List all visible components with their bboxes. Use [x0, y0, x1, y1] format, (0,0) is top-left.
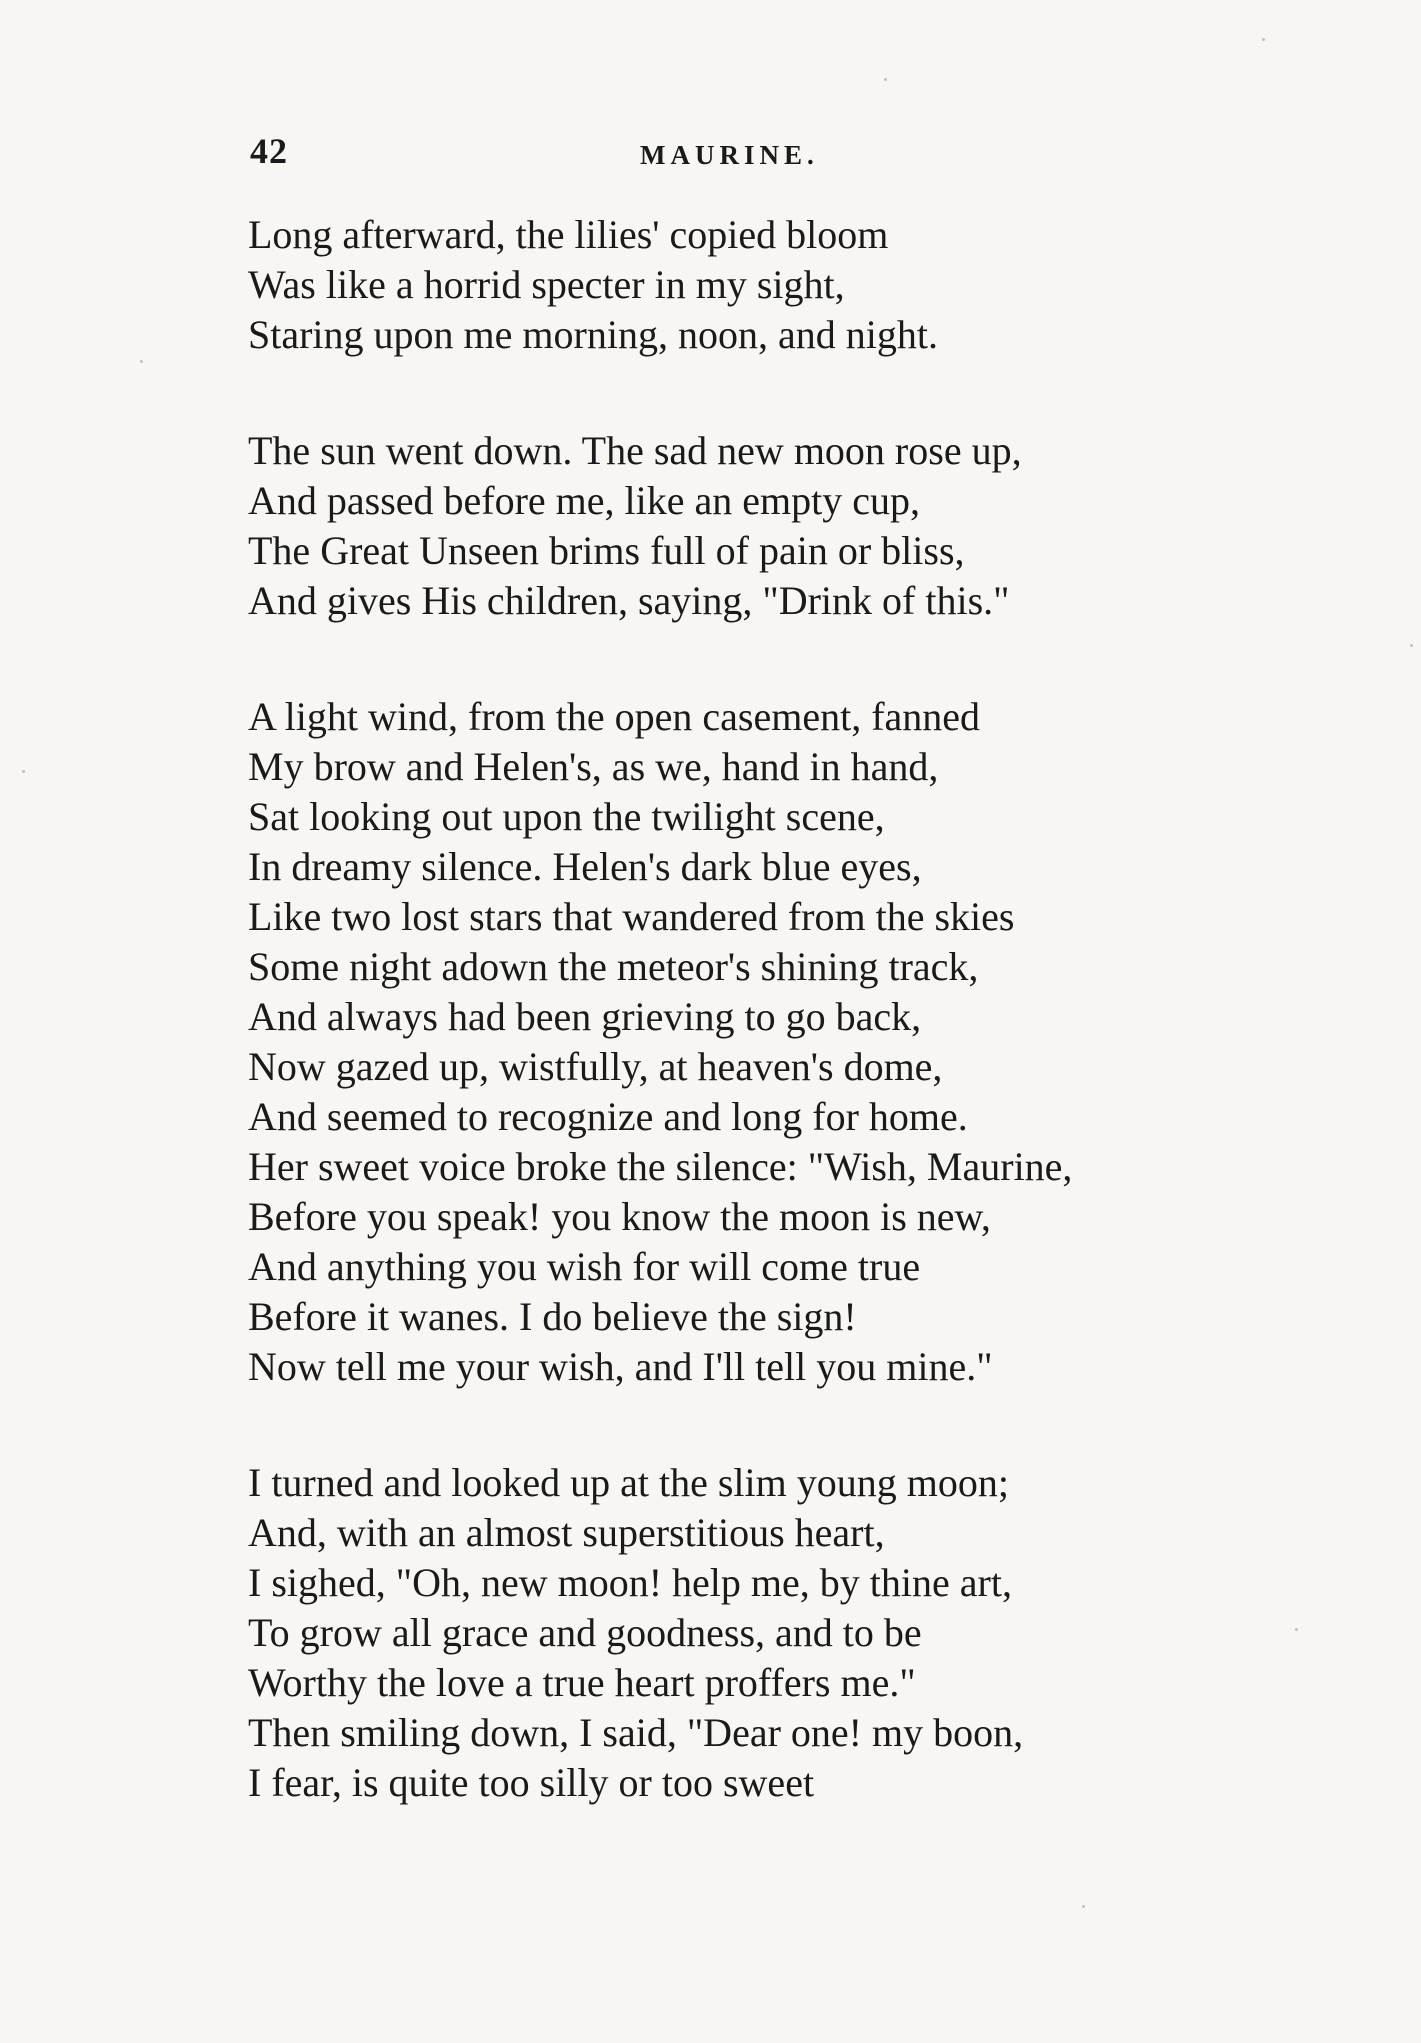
poem-line: Was like a horrid specter in my sight,	[248, 262, 845, 307]
poem-line: Now tell me your wish, and I'll tell you mine."	[248, 1344, 993, 1389]
poem-line: I fear, is quite too silly or too sweet	[248, 1760, 815, 1805]
poem-body	[248, 210, 1248, 1808]
stanza-4	[248, 1458, 1248, 1808]
poem-line: And anything you wish for will come true	[248, 1244, 921, 1289]
poem-line: Worthy the love a true heart proffers me."	[248, 1660, 916, 1705]
poem-line: Then smiling down, I said, "Dear one! my boon,	[248, 1710, 1024, 1755]
stanza-3	[248, 692, 1248, 1392]
poem-line: To grow all grace and goodness, and to be	[248, 1610, 922, 1655]
poem-line: Now gazed up, wistfully, at heaven's dome,	[248, 1044, 943, 1089]
poem-line: My brow and Helen's, as we, hand in hand,	[248, 744, 939, 789]
poem-line: A light wind, from the open casement, fanned	[248, 694, 981, 739]
poem-line: And seemed to recognize and long for home.	[248, 1094, 968, 1139]
poem-line: Staring upon me morning, noon, and night.	[248, 312, 938, 357]
poem-line: I turned and looked up at the slim young moon;	[248, 1460, 1009, 1505]
running-title: MAURINE.	[640, 140, 819, 170]
poem-line: Like two lost stars that wandered from the skies	[248, 894, 1015, 939]
poem-line: Her sweet voice broke the silence: "Wish, Maurine,	[248, 1144, 1073, 1189]
paper-speck	[140, 360, 143, 363]
paper-speck	[1262, 38, 1265, 41]
poem-line: Long afterward, the lilies' copied bloom	[248, 212, 889, 257]
paper-speck	[884, 78, 887, 81]
poem-line: I sighed, "Oh, new moon! help me, by thine art,	[248, 1560, 1012, 1605]
poem-line: Before it wanes. I do believe the sign!	[248, 1294, 857, 1339]
poem-line: Before you speak! you know the moon is new,	[248, 1194, 991, 1239]
poem-line: The Great Unseen brims full of pain or bliss,	[248, 528, 965, 573]
poem-line: Sat looking out upon the twilight scene,	[248, 794, 885, 839]
poem-line: And gives His children, saying, "Drink of this."	[248, 578, 1010, 623]
poem-line: Some night adown the meteor's shining track,	[248, 944, 979, 989]
paper-speck	[1295, 1628, 1298, 1631]
page-header	[250, 130, 870, 180]
paper-speck	[22, 770, 25, 773]
poem-line: In dreamy silence. Helen's dark blue eyes,	[248, 844, 922, 889]
paper-speck	[1082, 1905, 1085, 1908]
stanza-1	[248, 210, 1248, 360]
poem-line: And, with an almost superstitious heart,	[248, 1510, 885, 1555]
paper-speck	[1410, 644, 1413, 647]
poem-line: The sun went down. The sad new moon rose up,	[248, 428, 1022, 473]
page-number: 42	[250, 131, 288, 171]
poem-line: And passed before me, like an empty cup,	[248, 478, 921, 523]
poem-line: And always had been grieving to go back,	[248, 994, 922, 1039]
stanza-2	[248, 426, 1248, 626]
